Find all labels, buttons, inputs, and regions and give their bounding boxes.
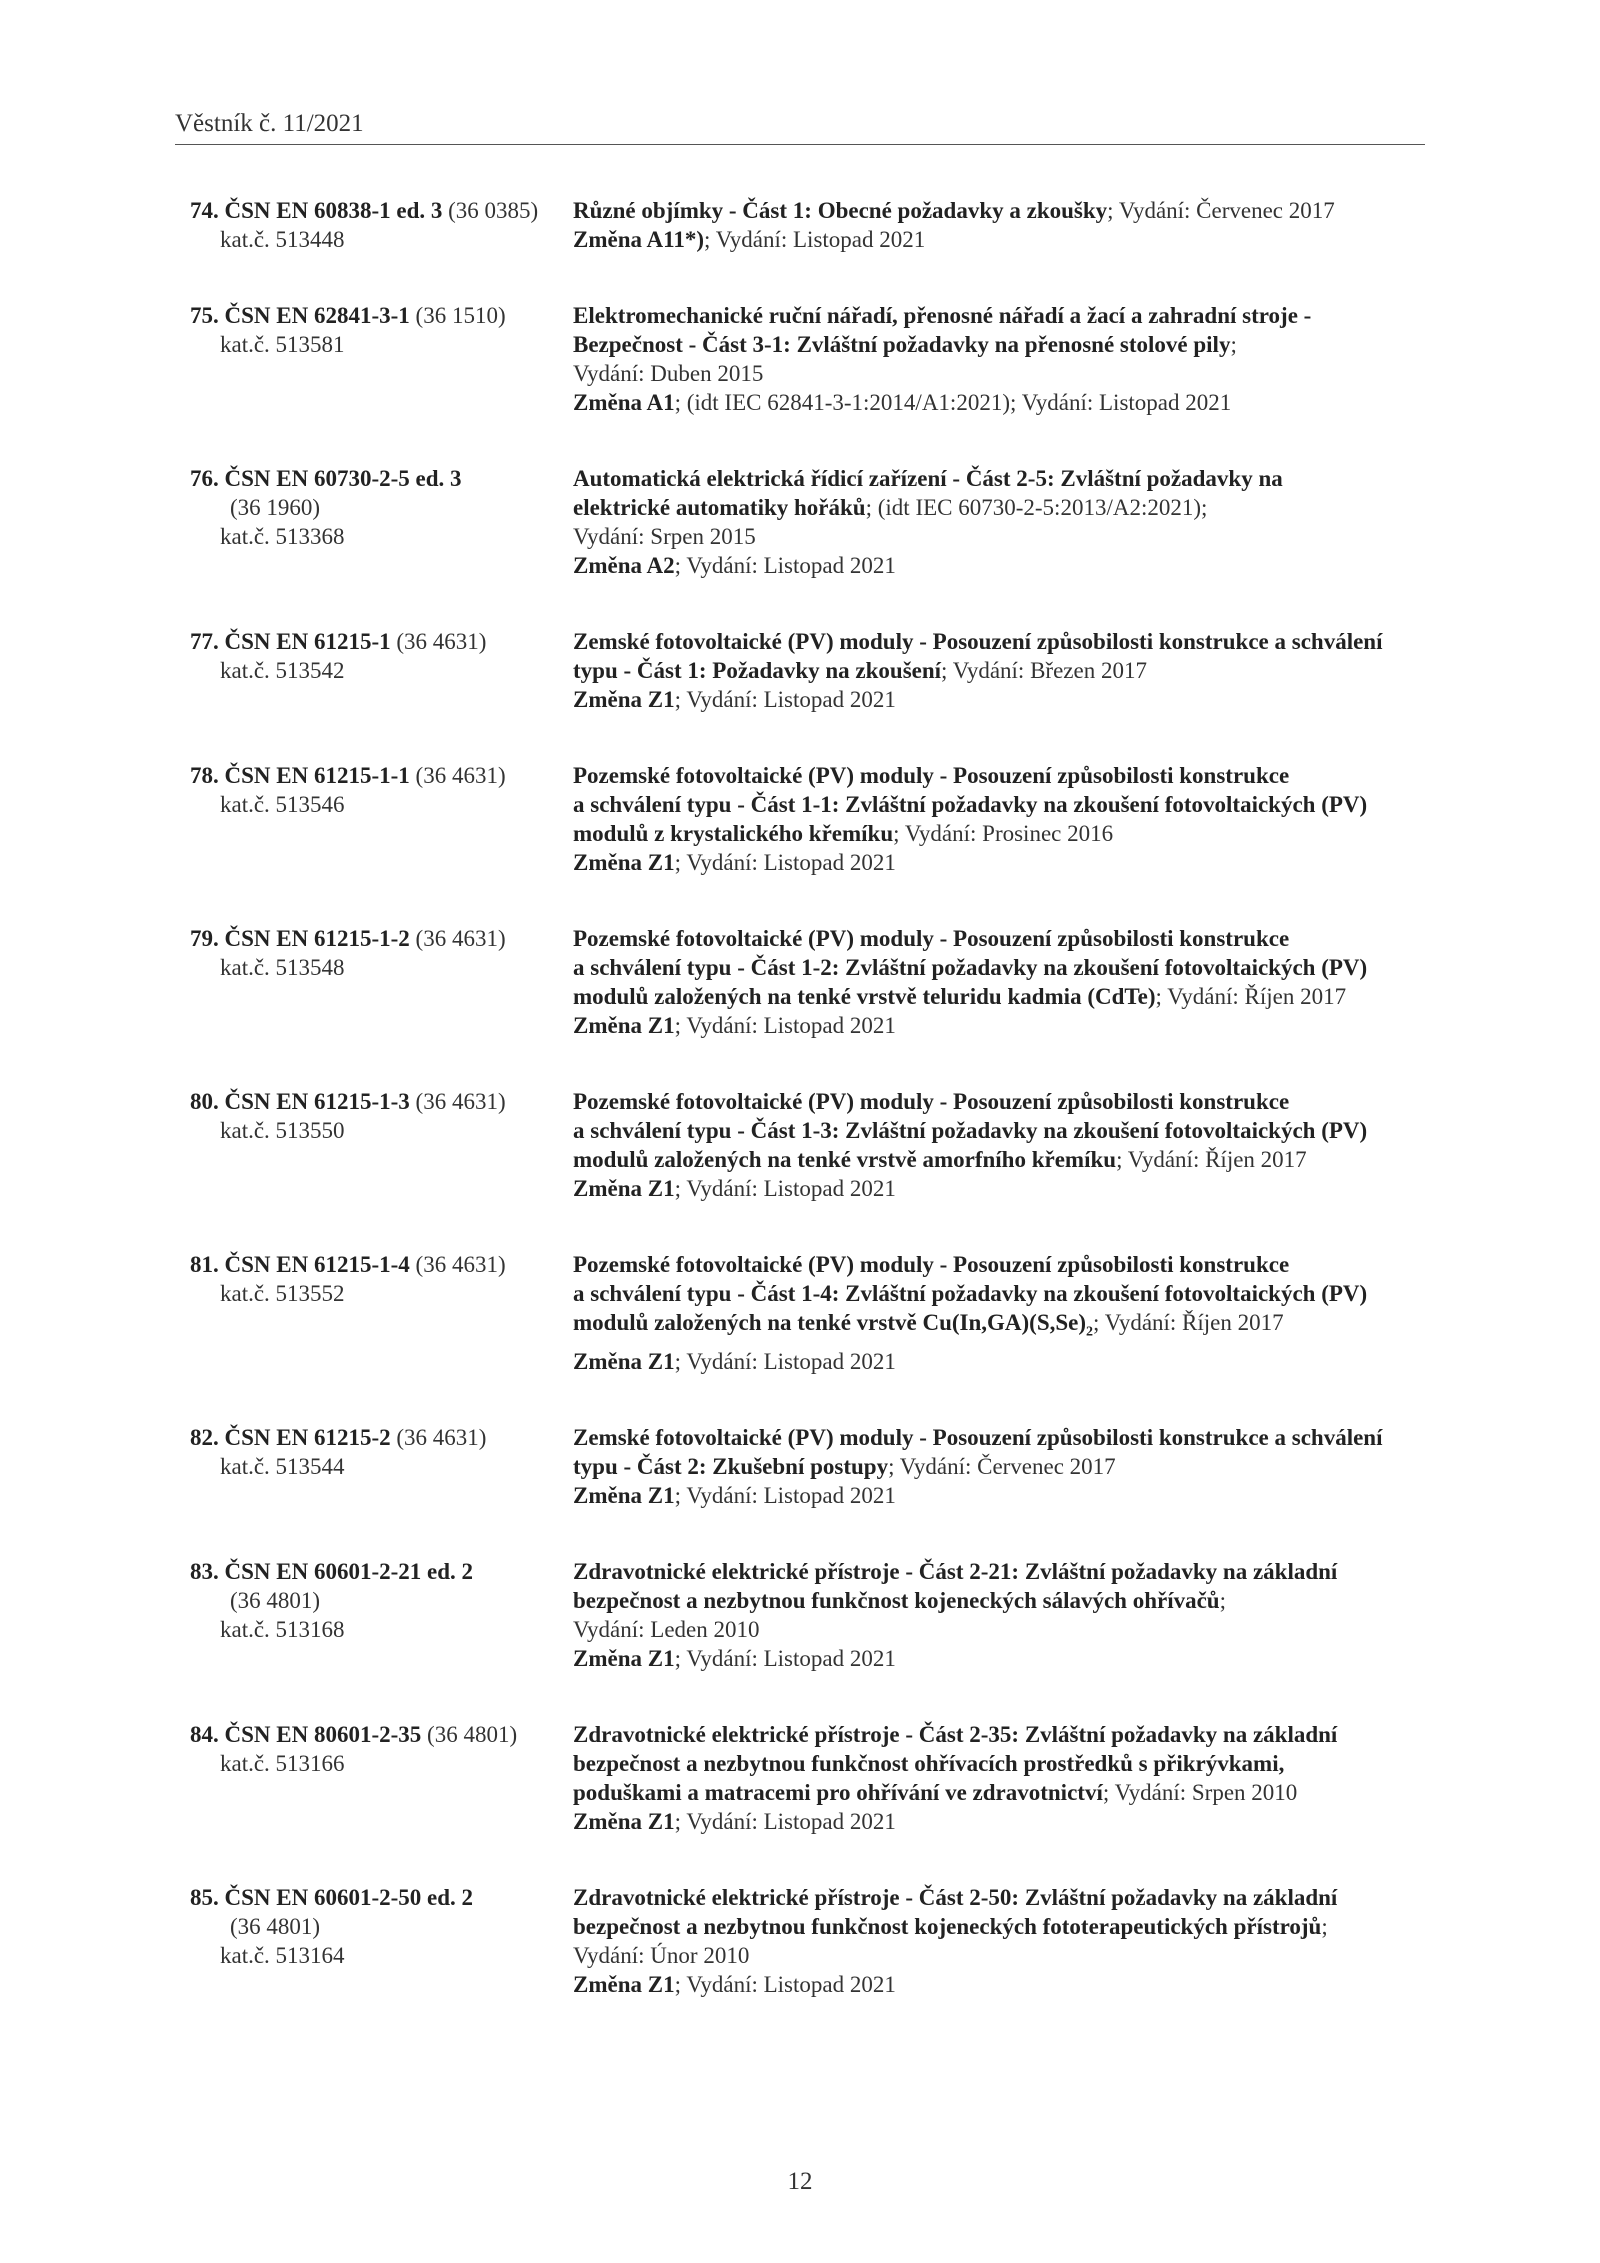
standard-title-line: typu - Část 1: Požadavky na zkoušení	[573, 658, 942, 683]
list-item	[190, 1250, 1440, 1376]
standard-description: Automatická elektrická řídicí zařízení - Část 2-5: Zvláštní požadavky na elektrické automatiky hořáků; (idt IEC 60730-2-5:2013/A2:2021); Vydání: Srpen 2015 Změna A2; Vydání: Listopad 2021	[573, 464, 1440, 580]
catalog-number: kat.č. 513168	[220, 1616, 345, 1642]
standard-title-line: bezpečnost a nezbytnou funkčnost kojeneckých fototerapeutických přístrojů	[573, 1913, 1322, 1939]
list-item	[190, 627, 1440, 714]
catalog-number: kat.č. 513548	[220, 955, 345, 980]
standard-title-line: Pozemské fotovoltaické (PV) moduly - Posouzení způsobilosti konstrukce	[573, 1252, 1290, 1277]
standard-code: ČSN EN 80601-2-35	[224, 1721, 422, 1747]
standard-id	[190, 1557, 573, 1673]
entry-number: 81.	[190, 1252, 219, 1277]
standard-code: ČSN EN 60730-2-5 ed. 3	[224, 466, 462, 491]
standard-description: Různé objímky - Část 1: Obecné požadavky a zkoušky; Vydání: Červenec 2017 Změna A11*); Vydání: Listopad 2021	[573, 198, 1335, 252]
classification: (36 4631)	[415, 1252, 506, 1277]
entry-number: 85.	[190, 1884, 219, 1910]
standard-description: Zemské fotovoltaické (PV) moduly - Posouzení způsobilosti konstrukce a schválení typu - Část 2: Zkušební postupy; Vydání: Červenec 2017 Změna Z1; Vydání: Listopad 2021	[573, 1423, 1440, 1510]
classification: (36 4631)	[415, 926, 506, 951]
classification: (36 4631)	[415, 1089, 506, 1114]
standard-code: ČSN EN 62841-3-1	[224, 303, 410, 328]
list-item	[190, 301, 1440, 417]
issue-date: Vydání: Duben 2015	[573, 361, 764, 386]
entry-number: 84.	[190, 1721, 219, 1747]
list-item	[190, 196, 1440, 254]
standard-title-line: modulů založených na tenké vrstvě Cu(In,GA)(S,Se)	[573, 1310, 1087, 1335]
standard-title-line: bezpečnost a nezbytnou funkčnost ohřívacích prostředků s přikrývkami,	[573, 1750, 1285, 1776]
standard-title-line: a schválení typu - Část 1-3: Zvláštní požadavky na zkoušení fotovoltaických (PV)	[573, 1118, 1368, 1143]
catalog-number: kat.č. 513544	[220, 1453, 345, 1479]
standard-id	[190, 761, 573, 877]
classification: (36 1960)	[230, 495, 321, 520]
standard-code: ČSN EN 61215-1	[224, 629, 391, 654]
change-label: Změna Z1	[573, 1176, 675, 1201]
classification: (36 4801)	[230, 1587, 321, 1613]
catalog-number: kat.č. 513448	[220, 227, 345, 252]
standard-title-line: Pozemské fotovoltaické (PV) moduly - Posouzení způsobilosti konstrukce	[573, 763, 1290, 788]
change-label: Změna A11*)	[573, 227, 704, 252]
standard-title-line: Elektromechanické ruční nářadí, přenosné nářadí a žací a zahradní stroje -	[573, 303, 1312, 328]
standard-title-line: modulů založených na tenké vrstvě amorfního křemíku	[573, 1147, 1117, 1172]
change-label: Změna A1	[573, 390, 675, 415]
standard-title-line: a schválení typu - Část 1-4: Zvláštní požadavky na zkoušení fotovoltaických (PV)	[573, 1281, 1368, 1306]
classification: (36 4631)	[396, 1424, 487, 1450]
change-label: Změna Z1	[573, 1482, 675, 1508]
standard-description: Pozemské fotovoltaické (PV) moduly - Posouzení způsobilosti konstrukce a schválení typu - Část 1-4: Zvláštní požadavky na zkoušení fotovoltaických (PV) modulů založených na tenké vrstvě $Cu(In,GA)(S,Se)_2$; Vydání: Říjen 2017 Změna Z1; Vydání: Listopad 2021	[573, 1250, 1440, 1376]
classification: (36 4631)	[415, 763, 506, 788]
standard-description: Pozemské fotovoltaické (PV) moduly - Posouzení způsobilosti konstrukce a schválení typu - Část 1-3: Zvláštní požadavky na zkoušení fotovoltaických (PV) modulů založených na tenké vrstvě amorfního křemíku; Vydání: Říjen 2017 Změna Z1; Vydání: Listopad 2021	[573, 1087, 1440, 1203]
entry-number: 75.	[190, 303, 219, 328]
catalog-number: kat.č. 513581	[220, 332, 345, 357]
change-label: Změna Z1	[573, 850, 675, 875]
standard-description: Zdravotnické elektrické přístroje - Část 2-21: Zvláštní požadavky na základní bezpečnost a nezbytnou funkčnost kojeneckých sálavých ohřívačů; Vydání: Leden 2010 Změna Z1; Vydání: Listopad 2021	[573, 1557, 1440, 1673]
standard-title-line: poduškami a matracemi pro ohřívání ve zdravotnictví	[573, 1779, 1103, 1805]
classification: (36 4801)	[427, 1721, 518, 1747]
standard-code: ČSN EN 60601-2-50 ed. 2	[224, 1884, 474, 1910]
standards-list	[190, 196, 1440, 2046]
list-item	[190, 1720, 1440, 1836]
standard-id	[190, 1720, 573, 1836]
standard-title-line: elektrické automatiky hořáků	[573, 495, 866, 520]
standard-title-line: typu - Část 2: Zkušební postupy	[573, 1453, 889, 1479]
standard-title-line: Zdravotnické elektrické přístroje - Část 2-50: Zvláštní požadavky na základní	[573, 1884, 1338, 1910]
page-number: 12	[787, 2168, 813, 2195]
standard-title-line: bezpečnost a nezbytnou funkčnost kojeneckých sálavých ohřívačů	[573, 1587, 1220, 1613]
standard-title-line: Bezpečnost - Část 3-1: Zvláštní požadavky na přenosné stolové pily	[573, 332, 1231, 357]
entry-number: 77.	[190, 629, 219, 654]
standard-id	[190, 464, 573, 580]
standard-title-line: Zemské fotovoltaické (PV) moduly - Posouzení způsobilosti konstrukce a schválení	[573, 1424, 1383, 1450]
standard-id	[190, 1250, 573, 1376]
standard-id	[190, 1423, 573, 1510]
standard-code: ČSN EN 61215-2	[224, 1424, 391, 1450]
change-label: Změna Z1	[573, 1013, 675, 1038]
catalog-number: kat.č. 513164	[220, 1942, 345, 1968]
standard-title: Různé objímky - Část 1: Obecné požadavky a zkoušky	[573, 198, 1108, 223]
classification: (36 4631)	[396, 629, 487, 654]
standard-description: Elektromechanické ruční nářadí, přenosné nářadí a žací a zahradní stroje - Bezpečnost - Část 3-1: Zvláštní požadavky na přenosné stolové pily; Vydání: Duben 2015 Změna A1; (idt IEC 62841-3-1:2014/A1:2021); Vydání: Listopad 2021	[573, 301, 1440, 417]
standard-description: Pozemské fotovoltaické (PV) moduly - Posouzení způsobilosti konstrukce a schválení typu - Část 1-2: Zvláštní požadavky na zkoušení fotovoltaických (PV) modulů založených na tenké vrstvě teluridu kadmia (CdTe); Vydání: Říjen 2017 Změna Z1; Vydání: Listopad 2021	[573, 924, 1440, 1040]
change-label: Změna A2	[573, 553, 675, 578]
list-item	[190, 1557, 1440, 1673]
change-label: Změna Z1	[573, 1645, 675, 1671]
standard-description: Pozemské fotovoltaické (PV) moduly - Posouzení způsobilosti konstrukce a schválení typu - Část 1-1: Zvláštní požadavky na zkoušení fotovoltaických (PV) modulů z krystalického křemíku; Vydání: Prosinec 2016 Změna Z1; Vydání: Listopad 2021	[573, 761, 1440, 877]
list-item	[190, 464, 1440, 580]
standard-title-line: a schválení typu - Část 1-1: Zvláštní požadavky na zkoušení fotovoltaických (PV)	[573, 792, 1368, 817]
standard-description: Zemské fotovoltaické (PV) moduly - Posouzení způsobilosti konstrukce a schválení typu - Část 1: Požadavky na zkoušení; Vydání: Březen 2017 Změna Z1; Vydání: Listopad 2021	[573, 627, 1440, 714]
issue-date: Vydání: Leden 2010	[573, 1616, 760, 1642]
list-item	[190, 761, 1440, 877]
standard-title-line: Zdravotnické elektrické přístroje - Část 2-35: Zvláštní požadavky na základní	[573, 1721, 1338, 1747]
standard-title-line: modulů z krystalického křemíku	[573, 821, 894, 846]
entry-number: 78.	[190, 763, 219, 788]
classification: (36 0385)	[448, 198, 539, 223]
standard-code: ČSN EN 60838-1 ed. 3	[224, 198, 443, 223]
standard-code: ČSN EN 61215-1-4	[224, 1252, 410, 1277]
issue-date: Vydání: Únor 2010	[573, 1942, 750, 1968]
standard-id	[190, 1883, 573, 1999]
list-item	[190, 924, 1440, 1040]
catalog-number: kat.č. 513550	[220, 1118, 345, 1143]
standard-id	[190, 301, 573, 417]
classification: (36 4801)	[230, 1913, 321, 1939]
standard-code: ČSN EN 61215-1-3	[224, 1089, 410, 1114]
entry-number: 82.	[190, 1424, 219, 1450]
standard-title-line: a schválení typu - Část 1-2: Zvláštní požadavky na zkoušení fotovoltaických (PV)	[573, 955, 1368, 980]
catalog-number: kat.č. 513552	[220, 1281, 345, 1306]
standard-title-line: Pozemské fotovoltaické (PV) moduly - Posouzení způsobilosti konstrukce	[573, 1089, 1290, 1114]
standard-title-line: Zemské fotovoltaické (PV) moduly - Posouzení způsobilosti konstrukce a schválení	[573, 629, 1383, 654]
entry-number: 83.	[190, 1558, 219, 1584]
standard-description: Zdravotnické elektrické přístroje - Část 2-50: Zvláštní požadavky na základní bezpečnost a nezbytnou funkčnost kojeneckých fototerapeutických přístrojů; Vydání: Únor 2010 Změna Z1; Vydání: Listopad 2021	[573, 1883, 1440, 1999]
standard-code: ČSN EN 61215-1-1	[224, 763, 410, 788]
list-item	[190, 1423, 1440, 1510]
classification: (36 1510)	[415, 303, 506, 328]
standard-description: Zdravotnické elektrické přístroje - Část 2-35: Zvláštní požadavky na základní bezpečnost a nezbytnou funkčnost ohřívacích prostředků s přikrývkami, poduškami a matracemi pro ohřívání ve zdravotnictví; Vydání: Srpen 2010 Změna Z1; Vydání: Listopad 2021	[573, 1720, 1440, 1836]
entry-number: 74.	[190, 198, 219, 223]
standard-title-line: modulů založených na tenké vrstvě teluridu kadmia (CdTe)	[573, 984, 1156, 1009]
catalog-number: kat.č. 513542	[220, 658, 345, 683]
standard-title-line: Automatická elektrická řídicí zařízení - Část 2-5: Zvláštní požadavky na	[573, 466, 1283, 491]
catalog-number: kat.č. 513546	[220, 792, 345, 817]
standard-code: ČSN EN 61215-1-2	[224, 926, 410, 951]
entry-number: 80.	[190, 1089, 219, 1114]
standard-code: ČSN EN 60601-2-21 ed. 2	[224, 1558, 474, 1584]
standard-title-line: Pozemské fotovoltaické (PV) moduly - Posouzení způsobilosti konstrukce	[573, 926, 1290, 951]
list-item	[190, 1087, 1440, 1203]
subscript: 2	[1086, 1324, 1094, 1340]
entry-number: 76.	[190, 466, 219, 491]
standard-id	[190, 924, 573, 1040]
change-label: Změna Z1	[573, 1348, 675, 1374]
standard-id	[190, 1087, 573, 1203]
catalog-number: kat.č. 513368	[220, 524, 345, 549]
standard-title-line: Zdravotnické elektrické přístroje - Část 2-21: Zvláštní požadavky na základní	[573, 1558, 1338, 1584]
standard-id	[190, 627, 573, 714]
page-header: Věstník č. 11/2021	[175, 110, 1425, 145]
change-label: Změna Z1	[573, 687, 675, 712]
catalog-number: kat.č. 513166	[220, 1750, 345, 1776]
change-label: Změna Z1	[573, 1808, 675, 1834]
change-label: Změna Z1	[573, 1971, 675, 1997]
standard-id	[190, 196, 573, 254]
list-item	[190, 1883, 1440, 1999]
entry-number: 79.	[190, 926, 219, 951]
issue-date: Vydání: Srpen 2015	[573, 524, 756, 549]
